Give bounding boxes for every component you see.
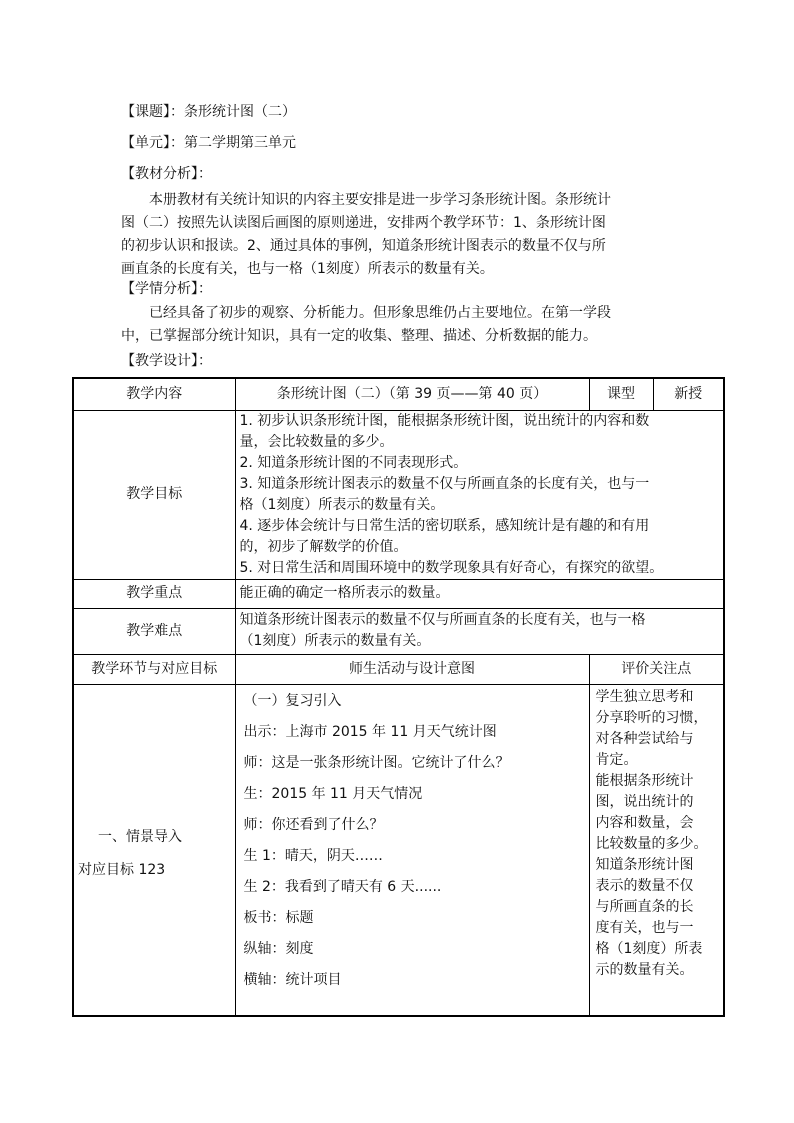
difficulty-value	[235, 608, 724, 654]
focus-line: 知道条形统计图	[595, 856, 694, 873]
focus-line: 表示的数量不仅	[595, 877, 694, 894]
content-label: 教学内容	[73, 378, 235, 410]
focus-line: 度有关，也与一	[595, 919, 694, 936]
textbook-analysis-line-2: 图（二）按照先认读图后画图的原则递进，安排两个教学环节：1、条形统计图	[121, 215, 606, 231]
key-point-value: 能正确的确定一格所表示的数量。	[235, 579, 724, 608]
objectives-label: 教学目标	[73, 410, 235, 579]
activity-line: 纵轴：刻度	[243, 940, 314, 957]
activity-line: 生：2015 年 11 月天气情况	[243, 785, 423, 802]
focus-line: 肯定。	[595, 751, 638, 768]
focus-line: 格（1刻度）所表	[595, 940, 703, 957]
objective-line: 5. 对日常生活和周围环境中的数学现象具有好奇心，有探究的欲望。	[239, 559, 664, 576]
activities-cell	[235, 684, 589, 1016]
objective-line: 1. 初步认识条形统计图，能根据条形统计图，说出统计的内容和数	[239, 412, 650, 429]
activity-line: 师：这是一张条形统计图。它统计了什么？	[243, 754, 510, 771]
textbook-analysis-paragraph	[121, 189, 681, 281]
learner-analysis-line-2: 中，已掌握部分统计知识，具有一定的收集、整理、描述、分析数据的能力。	[121, 328, 597, 344]
objective-line: 2. 知道条形统计图的不同表现形式。	[239, 454, 468, 471]
activity-line: 生 2：我看到了晴天有 6 天......	[243, 878, 442, 895]
objective-line: 的，初步了解数学的价值。	[239, 538, 408, 555]
lesson-type-label: 课型	[589, 378, 653, 410]
segment-target: 对应目标 123	[78, 861, 166, 878]
key-point-row	[73, 579, 724, 608]
textbook-analysis-line-4: 画直条的长度有关，也与一格（1刻度）所表示的数量有关。	[121, 261, 494, 277]
focus-line: 图，说出统计的	[595, 793, 694, 810]
textbook-analysis-line-1: 本册教材有关统计知识的内容主要安排是进一步学习条形统计图。条形统计	[149, 192, 611, 208]
column-header-row	[73, 654, 724, 684]
difficulty-label: 教学难点	[73, 608, 235, 654]
focus-line: 对各种尝试给与	[595, 730, 694, 747]
activity-line: 师：你还看到了什么？	[243, 816, 384, 833]
content-row	[73, 378, 724, 410]
objective-line: 格（1刻度）所表示的数量有关。	[239, 496, 445, 513]
focus-line: 学生独立思考和	[595, 688, 694, 705]
difficulty-line: （1刻度）所表示的数量有关。	[239, 633, 431, 649]
unit-line: 【单元】：第二学期第三单元	[121, 135, 296, 151]
difficulty-row	[73, 608, 724, 654]
learner-analysis-line-1: 已经具备了初步的观察、分析能力。但形象思维仍占主要地位。在第一学段	[149, 305, 611, 321]
column-header-segment: 教学环节与对应目标	[73, 654, 235, 684]
textbook-analysis-label: 【教材分析】：	[121, 166, 212, 182]
objective-line: 3. 知道条形统计图表示的数量不仅与所画直条的长度有关，也与一	[239, 475, 650, 492]
teaching-design-label: 【教学设计】：	[121, 353, 212, 369]
topic-line: 【课题】：条形统计图（二）	[121, 104, 296, 120]
lesson-plan-table	[72, 377, 725, 1017]
objectives-list	[235, 410, 724, 579]
activity-line: 生 1：晴天，阴天……	[243, 847, 383, 864]
activity-line: 出示：上海市 2015 年 11 月天气统计图	[243, 723, 497, 740]
segment-cell	[73, 684, 235, 1016]
focus-line: 能根据条形统计	[595, 772, 694, 789]
column-header-activities: 师生活动与设计意图	[235, 654, 589, 684]
objective-line: 量，会比较数量的多少。	[239, 433, 394, 450]
learner-analysis-label: 【学情分析】：	[121, 281, 212, 297]
learner-analysis-paragraph	[121, 302, 681, 348]
objective-line: 4. 逐步体会统计与日常生活的密切联系，感知统计是有趣的和有用	[239, 517, 650, 534]
focus-cell	[589, 684, 724, 1016]
textbook-analysis-line-3: 的初步认识和报读。2、通过具体的事例，知道条形统计图表示的数量不仅与所	[121, 238, 606, 254]
activity-line: （一）复习引入	[243, 692, 342, 709]
activity-line: 横轴：统计项目	[243, 971, 342, 988]
focus-line: 比较数量的多少。	[595, 835, 708, 852]
objectives-row	[73, 410, 724, 579]
focus-line: 与所画直条的长	[595, 898, 694, 915]
column-header-focus: 评价关注点	[589, 654, 724, 684]
focus-line: 示的数量有关。	[595, 961, 694, 978]
content-value: 条形统计图（二）（第 39 页——第 40 页）	[235, 378, 589, 410]
segment-title: 一、情景导入	[98, 828, 182, 845]
key-point-label: 教学重点	[73, 579, 235, 608]
activity-line: 板书：标题	[243, 909, 314, 926]
focus-line: 内容和数量，会	[595, 814, 694, 831]
lesson-type-value: 新授	[653, 378, 724, 410]
segment-row	[73, 684, 724, 1016]
difficulty-line: 知道条形统计图表示的数量不仅与所画直条的长度有关，也与一格	[239, 612, 646, 628]
focus-line: 分享聆听的习惯，	[595, 709, 708, 726]
